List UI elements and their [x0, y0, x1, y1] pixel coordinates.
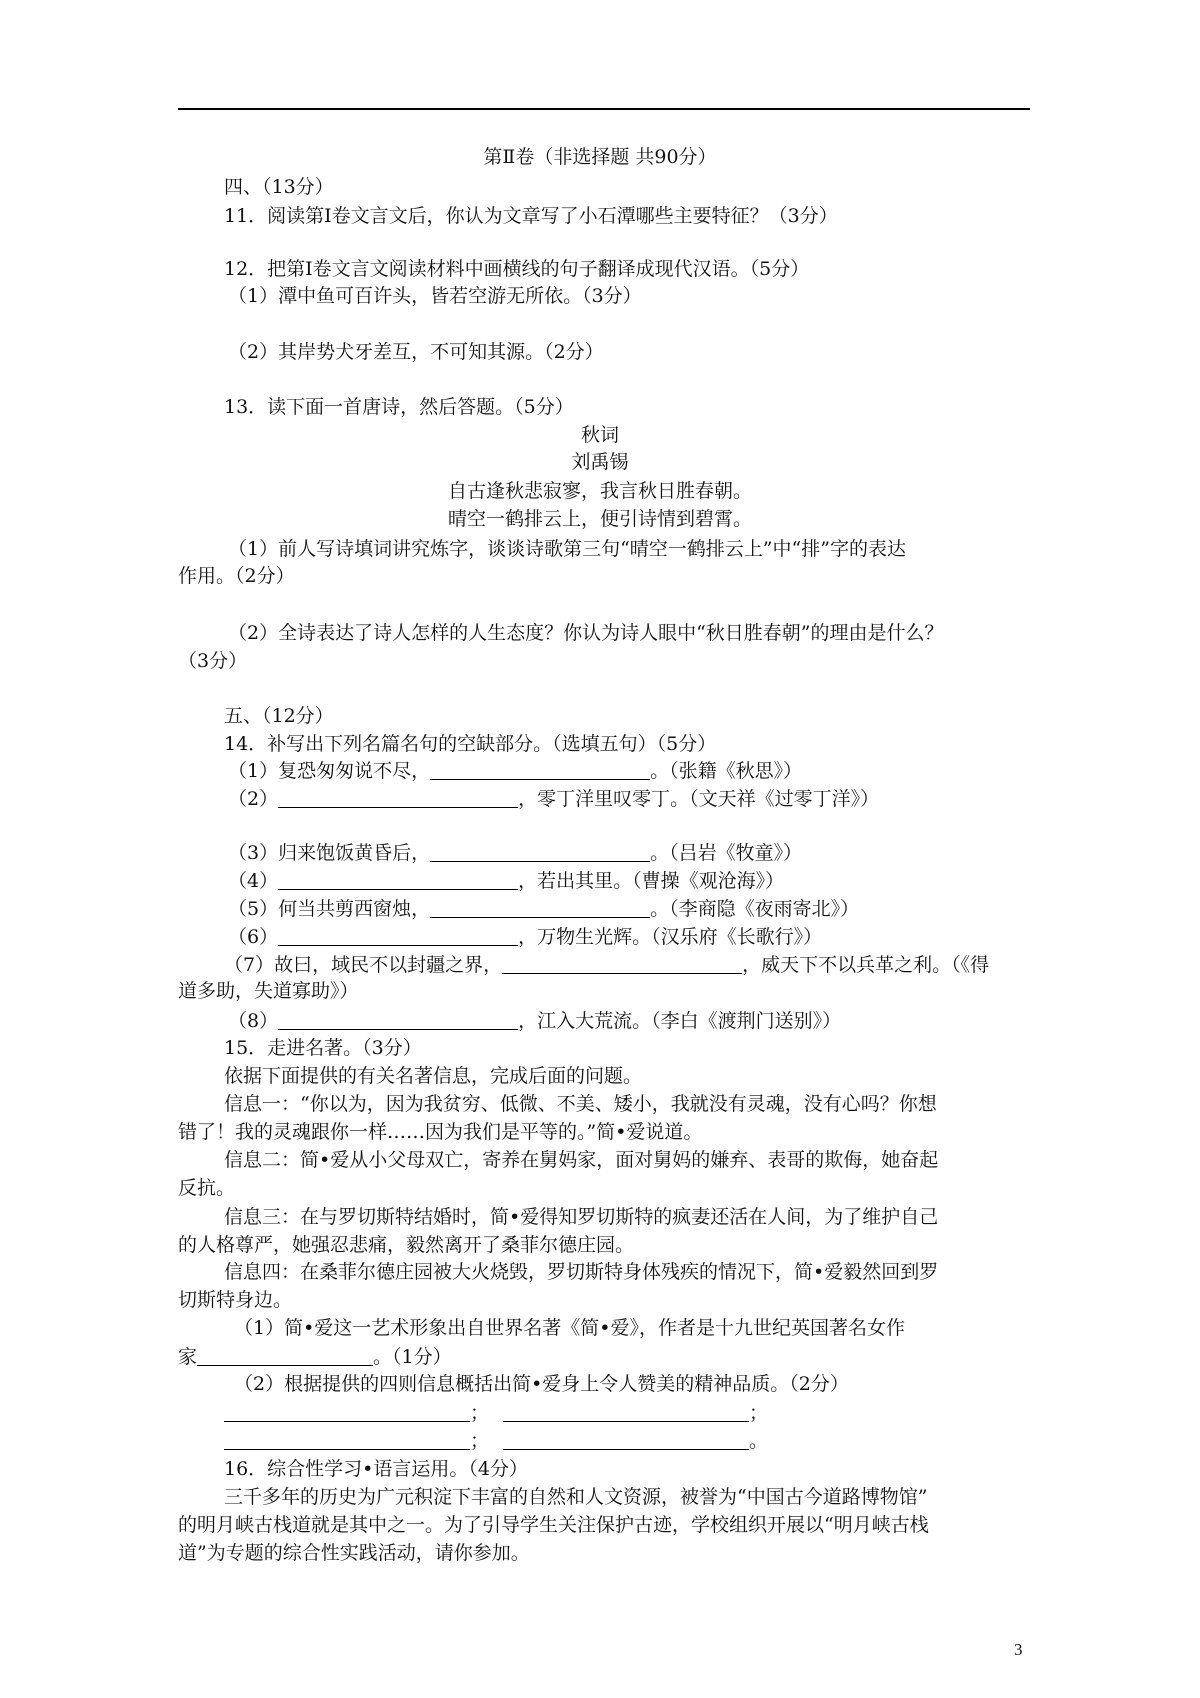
fill-item-6: （6） ，万物生光辉。（汉乐府《长歌行》） — [228, 926, 823, 948]
quality-answer-row-1: ； ； — [224, 1403, 768, 1423]
question-15-intro: 依据下面提供的有关名著信息，完成后面的问题。 — [224, 1065, 643, 1087]
answer-blank[interactable] — [502, 955, 742, 974]
answer-blank[interactable] — [278, 1011, 518, 1030]
question-13-2-cont: （3分） — [178, 650, 248, 672]
quality-blank[interactable] — [503, 1431, 749, 1450]
fill-item-4: （4） ，若出其里。（曹操《观沧海》） — [228, 870, 785, 892]
quality-blank[interactable] — [503, 1403, 749, 1422]
question-15-2: （2）根据提供的四则信息概括出简•爱身上令人赞美的精神品质。（2分） — [234, 1373, 849, 1395]
question-12: 12．把第Ⅰ卷文言文阅读材料中画横线的句子翻译成现代汉语。（5分） — [224, 258, 810, 280]
answer-blank[interactable] — [278, 927, 518, 946]
question-14: 14．补写出下列名篇名句的空缺部分。（选填五句）（5分） — [224, 733, 717, 755]
question-11: 11．阅读第Ⅰ卷文言文后，你认为文章写了小石潭哪些主要特征？（3分） — [224, 205, 838, 227]
fill-item-5: （5）何当共剪西窗烛， 。（李商隐《夜雨寄北》） — [228, 898, 860, 920]
poem-line-2: 晴空一鹤排云上，便引诗情到碧霄。 — [447, 508, 752, 530]
info-3: 信息三：在与罗切斯特结婚时，简•爱得知罗切斯特的疯妻还活在人间，为了维护自己 — [224, 1206, 939, 1228]
quality-blank[interactable] — [224, 1431, 470, 1450]
page-number: 3 — [1014, 1640, 1023, 1659]
question-12-1: （1）潭中鱼可百许头，皆若空游无所依。（3分） — [228, 285, 642, 307]
info-1-cont: 错了！我的灵魂跟你一样……因为我们是平等的。”简•爱说道。 — [178, 1121, 703, 1143]
answer-blank[interactable] — [278, 789, 518, 808]
part-4-heading: 四、（13分） — [224, 176, 334, 198]
fill-item-8: （8） ，江入大荒流。（李白《渡荆门送别》） — [228, 1010, 842, 1032]
question-16-text-1: 三千多年的历史为广元积淀下丰富的自然和人文资源，被誉为“中国古今道路博物馆” — [224, 1486, 928, 1508]
question-15-1: （1）简•爱这一艺术形象出自世界名著《简•爱》，作者是十九世纪英国著名女作 — [234, 1317, 906, 1339]
info-2-cont: 反抗。 — [178, 1177, 236, 1199]
section-title: 第Ⅱ卷（非选择题 共90分） — [483, 146, 717, 168]
fill-item-7: （7）故曰，域民不以封疆之界， ，威天下不以兵革之利。（《得 — [224, 954, 990, 976]
question-13-1-cont: 作用。（2分） — [178, 565, 295, 587]
poem-line-1: 自古逢秋悲寂寥，我言秋日胜春朝。 — [447, 480, 752, 502]
info-3-cont: 的人格尊严，她强忍悲痛，毅然离开了桑菲尔德庄园。 — [178, 1234, 635, 1256]
fill-item-1: （1）复恐匆匆说不尽， 。（张籍《秋思》） — [228, 760, 803, 782]
question-13-2: （2）全诗表达了诗人怎样的人生态度？你认为诗人眼中“秋日胜春朝”的理由是什么？ — [228, 622, 944, 644]
part-5-heading: 五、（12分） — [224, 705, 334, 727]
author-answer-blank[interactable] — [197, 1347, 373, 1366]
question-16: 16．综合性学习•语言运用。（4分） — [224, 1458, 528, 1480]
header-rule — [178, 108, 1030, 110]
info-4: 信息四：在桑菲尔德庄园被大火烧毁，罗切斯特身体残疾的情况下，简•爱毅然回到罗 — [224, 1261, 939, 1283]
info-2: 信息二：简•爱从小父母双亡，寄养在舅妈家，面对舅妈的嫌弃、表哥的欺侮，她奋起 — [224, 1149, 939, 1171]
poem-title: 秋词 — [580, 424, 619, 446]
question-13-1: （1）前人写诗填词讲究炼字，谈谈诗歌第三句“晴空一鹤排云上”中“排”字的表达 — [228, 538, 906, 560]
quality-answer-row-2: ； 。 — [224, 1431, 768, 1451]
answer-blank[interactable] — [278, 871, 518, 890]
answer-blank[interactable] — [430, 899, 650, 918]
answer-blank[interactable] — [430, 761, 650, 780]
answer-blank[interactable] — [430, 843, 650, 862]
fill-item-7-cont: 道多助，失道寡助》） — [178, 980, 359, 1002]
quality-blank[interactable] — [224, 1403, 470, 1422]
fill-item-2: （2） ，零丁洋里叹零丁。（文天祥《过零丁洋》） — [228, 788, 880, 810]
info-1: 信息一：“你以为，因为我贫穷、低微、不美、矮小，我就没有灵魂，没有心吗？你想 — [224, 1093, 937, 1115]
question-12-2: （2）其岸势犬牙差互，不可知其源。（2分） — [228, 341, 604, 363]
question-13: 13．读下面一首唐诗，然后答题。（5分） — [224, 396, 574, 418]
question-16-text-3: 道”为专题的综合性实践活动，请你参加。 — [178, 1542, 530, 1564]
info-4-cont: 切斯特身边。 — [178, 1289, 293, 1311]
question-15-1-cont: 家 。（1分） — [178, 1346, 452, 1368]
question-16-text-2: 的明月峡古栈道就是其中之一。为了引导学生关注保护古迹，学校组织开展以“明月峡古栈 — [178, 1514, 929, 1536]
fill-item-3: （3）归来饱饭黄昏后， 。（吕岩《牧童》） — [228, 842, 803, 864]
poem-author: 刘禹锡 — [571, 451, 629, 473]
question-15: 15．走进名著。（3分） — [224, 1037, 422, 1059]
